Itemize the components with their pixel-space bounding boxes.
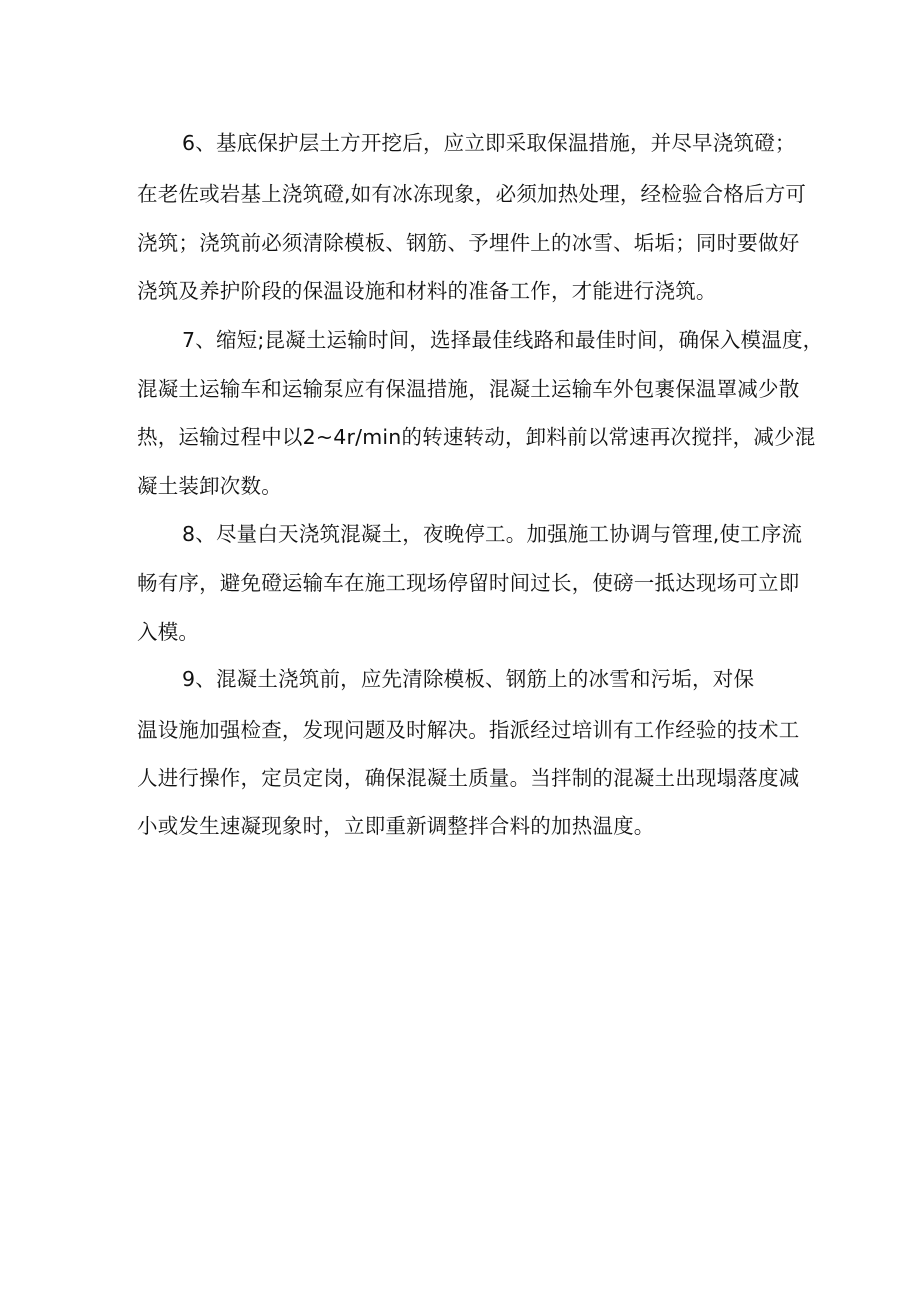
paragraph-line: 6、基底保护层土方开挖后，应立即采取保温措施，并尽早浇筑磴； — [182, 131, 796, 155]
paragraph-line: 混凝土运输车和运输泵应有保温措施，混凝土运输车外包裹保温罩减少散 — [137, 377, 800, 401]
paragraph-line: 浇筑；浇筑前必须清除模板、钢筋、予埋件上的冰雪、垢垢；同时要做好 — [137, 231, 800, 255]
paragraph-line: 7、缩短;昆凝土运输时间，选择最佳线路和最佳时间，确保入模温度， — [182, 328, 824, 352]
paragraph-line: 在老佐或岩基上浇筑磴,如有冰冻现象，必须加热处理，经检验合格后方可 — [137, 182, 807, 206]
paragraph-line: 入模。 — [137, 620, 200, 644]
paragraph-line: 9、混凝土浇筑前，应先清除模板、钢筋上的冰雪和污垢，对保 — [182, 667, 755, 691]
paragraph-line: 8、尽量白天浇筑混凝土，夜晚停工。加强施工协调与管理,使工序流 — [182, 522, 803, 546]
paragraph-line: 小或发生速凝现象时，立即重新调整拌合料的加热温度。 — [137, 814, 655, 838]
paragraph-line: 凝土装卸次数。 — [137, 474, 282, 498]
paragraph-line: 人进行操作，定员定岗，确保混凝土质量。当拌制的混凝土出现塌落度减 — [137, 766, 800, 790]
paragraph-line: 热，运输过程中以2~4r∕min的转速转动，卸料前以常速再次搅拌，减少混 — [137, 425, 816, 449]
paragraph-line: 畅有序，避免磴运输车在施工现场停留时间过长，使磅一抵达现场可立即 — [137, 571, 800, 595]
paragraph-line: 浇筑及养护阶段的保温设施和材料的准备工作，才能进行浇筑。 — [137, 279, 717, 303]
paragraph-line: 温设施加强检查，发现问题及时解决。指派经过培训有工作经验的技术工 — [137, 718, 800, 742]
